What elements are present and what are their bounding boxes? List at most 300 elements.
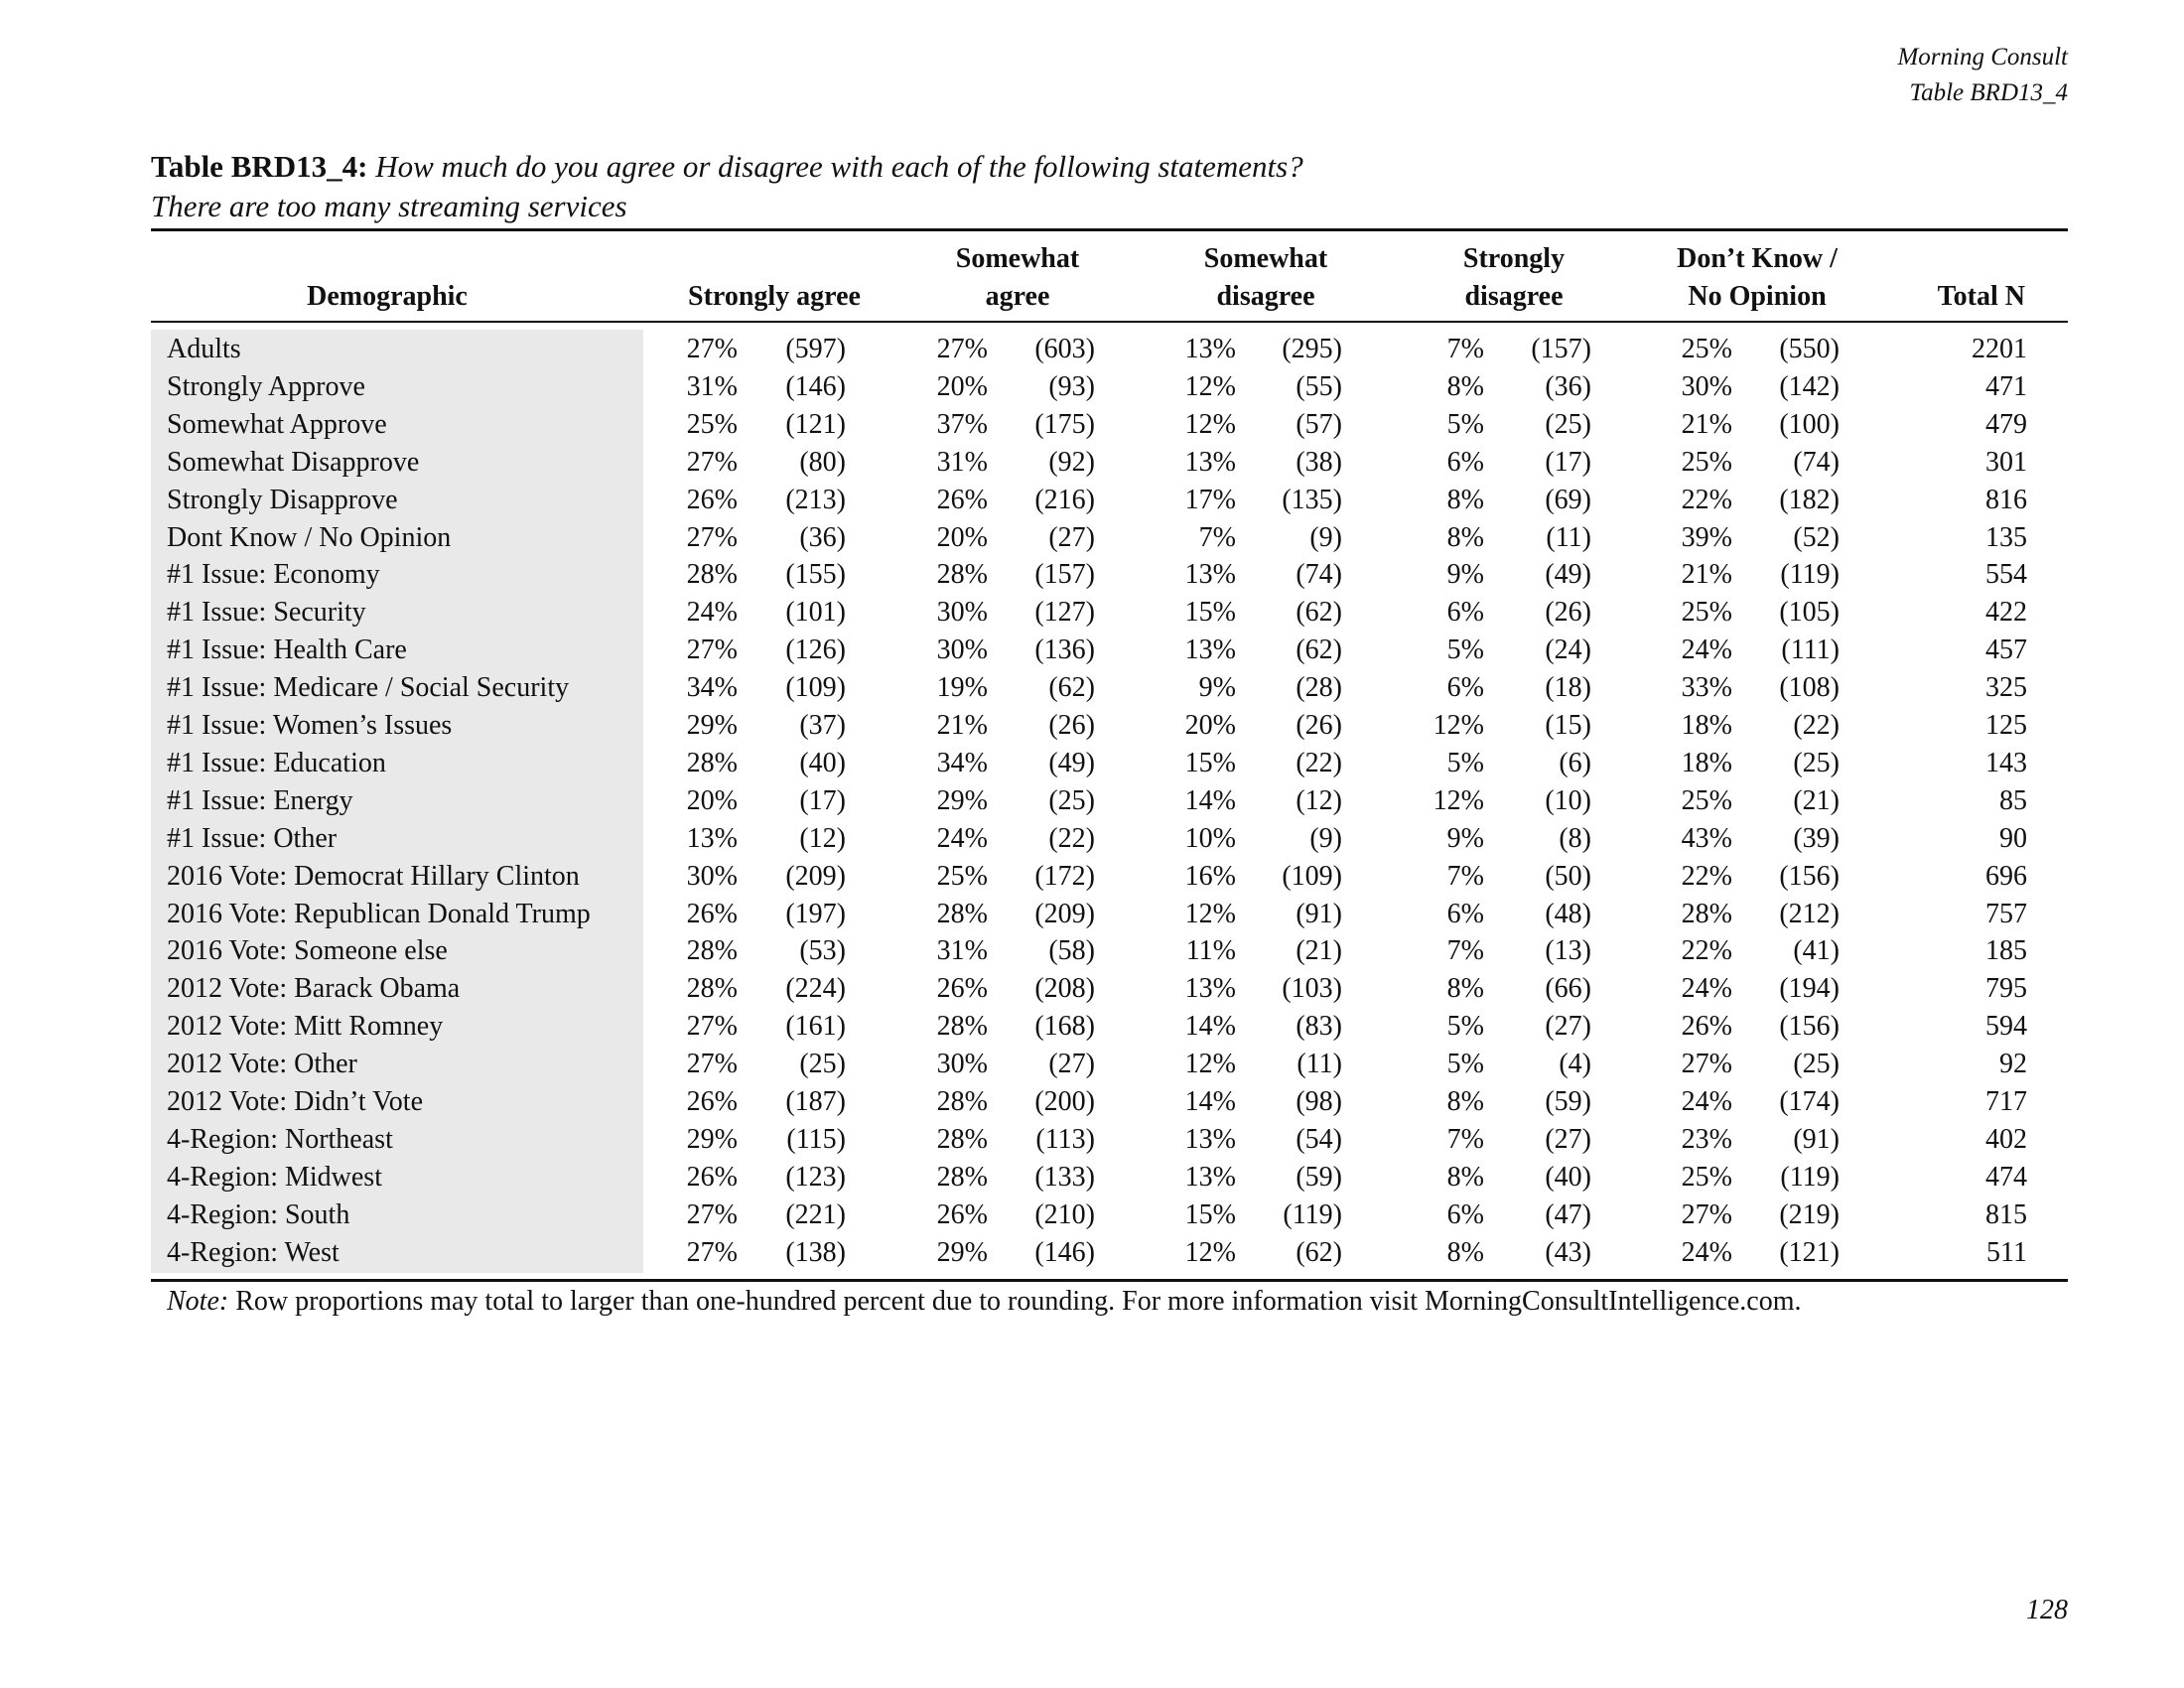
count-cell: (28)	[1296, 672, 1342, 704]
count-cell: (113)	[1035, 1123, 1095, 1155]
count-cell: (142)	[1779, 370, 1840, 402]
percent-cell: 22%	[1681, 484, 1732, 515]
header-strongly-disagree	[1400, 240, 1628, 316]
total-n-cell: 795	[1985, 973, 2027, 1005]
percent-cell: 8%	[1446, 973, 1484, 1005]
total-n-cell: 815	[1985, 1198, 2027, 1230]
row-label: 4-Region: South	[167, 1198, 350, 1230]
percent-cell: 26%	[936, 484, 988, 515]
percent-cell: 28%	[936, 1161, 988, 1193]
count-cell: (168)	[1034, 1011, 1095, 1043]
percent-cell: 26%	[1681, 1011, 1732, 1043]
percent-cell: 29%	[936, 1236, 988, 1268]
count-cell: (11)	[1297, 1049, 1342, 1080]
row-label: #1 Issue: Women’s Issues	[167, 710, 453, 741]
count-cell: (62)	[1296, 597, 1342, 629]
count-cell: (121)	[1779, 1236, 1840, 1268]
count-cell: (194)	[1779, 973, 1840, 1005]
percent-cell: 24%	[1681, 1236, 1732, 1268]
percent-cell: 8%	[1446, 1086, 1484, 1117]
percent-cell: 16%	[1184, 860, 1236, 892]
percent-cell: 8%	[1446, 1161, 1484, 1193]
row-label: 2016 Vote: Democrat Hillary Clinton	[167, 860, 580, 892]
row-label: 2012 Vote: Didn’t Vote	[167, 1086, 424, 1117]
count-cell: (200)	[1034, 1086, 1095, 1117]
count-cell: (109)	[785, 672, 846, 704]
count-cell: (27)	[1048, 521, 1095, 553]
header-rule	[151, 321, 2068, 323]
page-number: 128	[2026, 1595, 2068, 1625]
count-cell: (17)	[799, 784, 846, 816]
percent-cell: 15%	[1184, 747, 1236, 778]
count-cell: (156)	[1779, 860, 1840, 892]
count-cell: (50)	[1545, 860, 1591, 892]
count-cell: (210)	[1034, 1198, 1095, 1230]
total-n-cell: 301	[1985, 446, 2027, 478]
table-title	[151, 147, 1303, 226]
percent-cell: 34%	[936, 747, 988, 778]
table-row	[0, 632, 2184, 669]
total-n-cell: 479	[1985, 408, 2027, 440]
count-cell: (9)	[1309, 521, 1342, 553]
count-cell: (111)	[1781, 634, 1840, 666]
count-cell: (62)	[1296, 634, 1342, 666]
count-cell: (52)	[1793, 521, 1840, 553]
table-row	[0, 519, 2184, 557]
percent-cell: 6%	[1446, 446, 1484, 478]
count-cell: (15)	[1545, 710, 1591, 741]
bottom-rule	[151, 1279, 2068, 1282]
table-row	[0, 1159, 2184, 1196]
percent-cell: 12%	[1433, 784, 1484, 816]
percent-cell: 20%	[936, 370, 988, 402]
percent-cell: 27%	[686, 1236, 738, 1268]
percent-cell: 27%	[686, 521, 738, 553]
count-cell: (25)	[1793, 747, 1840, 778]
count-cell: (25)	[799, 1049, 846, 1080]
percent-cell: 14%	[1184, 1086, 1236, 1117]
row-label: #1 Issue: Health Care	[167, 634, 407, 666]
count-cell: (126)	[785, 634, 846, 666]
total-n-cell: 474	[1985, 1161, 2027, 1193]
table-row	[0, 444, 2184, 482]
percent-cell: 13%	[1184, 973, 1236, 1005]
count-cell: (58)	[1048, 935, 1095, 967]
table-row	[0, 896, 2184, 933]
total-n-cell: 757	[1985, 898, 2027, 929]
count-cell: (133)	[1034, 1161, 1095, 1193]
running-head	[1897, 40, 2068, 111]
org-name: Morning Consult	[1897, 44, 2068, 70]
count-cell: (39)	[1793, 822, 1840, 854]
count-cell: (197)	[785, 898, 846, 929]
percent-cell: 25%	[936, 860, 988, 892]
percent-cell: 24%	[1681, 973, 1732, 1005]
percent-cell: 12%	[1433, 710, 1484, 741]
count-cell: (53)	[799, 935, 846, 967]
header-line: agree	[985, 281, 1050, 312]
percent-cell: 12%	[1184, 1236, 1236, 1268]
percent-cell: 39%	[1681, 521, 1732, 553]
header-total-n: Total N	[1937, 281, 2025, 312]
count-cell: (103)	[1282, 973, 1342, 1005]
row-label: Somewhat Disapprove	[167, 446, 420, 478]
percent-cell: 5%	[1446, 1011, 1484, 1043]
table-row	[0, 594, 2184, 632]
percent-cell: 25%	[1681, 446, 1732, 478]
count-cell: (175)	[1034, 408, 1095, 440]
count-cell: (182)	[1779, 484, 1840, 515]
count-cell: (66)	[1545, 973, 1591, 1005]
percent-cell: 15%	[1184, 1198, 1236, 1230]
table-row	[0, 669, 2184, 707]
percent-cell: 7%	[1446, 935, 1484, 967]
row-label: 2012 Vote: Other	[167, 1049, 357, 1080]
percent-cell: 5%	[1446, 747, 1484, 778]
percent-cell: 27%	[686, 334, 738, 364]
count-cell: (69)	[1545, 484, 1591, 515]
count-cell: (216)	[1034, 484, 1095, 515]
table-label: Table BRD13_4:	[151, 149, 368, 184]
percent-cell: 6%	[1446, 1198, 1484, 1230]
count-cell: (22)	[1296, 747, 1342, 778]
row-label: Strongly Disapprove	[167, 484, 398, 515]
percent-cell: 5%	[1446, 1049, 1484, 1080]
count-cell: (59)	[1296, 1161, 1342, 1193]
total-n-cell: 717	[1985, 1086, 2027, 1117]
percent-cell: 25%	[1681, 597, 1732, 629]
percent-cell: 26%	[686, 1086, 738, 1117]
percent-cell: 31%	[936, 935, 988, 967]
percent-cell: 23%	[1681, 1123, 1732, 1155]
percent-cell: 21%	[1681, 408, 1732, 440]
percent-cell: 28%	[686, 559, 738, 591]
percent-cell: 15%	[1184, 597, 1236, 629]
percent-cell: 25%	[1681, 334, 1732, 364]
count-cell: (213)	[785, 484, 846, 515]
count-cell: (25)	[1048, 784, 1095, 816]
percent-cell: 13%	[1184, 634, 1236, 666]
row-label: Strongly Approve	[167, 370, 365, 402]
percent-cell: 8%	[1446, 370, 1484, 402]
count-cell: (212)	[1779, 898, 1840, 929]
row-label: #1 Issue: Security	[167, 597, 366, 629]
percent-cell: 21%	[936, 710, 988, 741]
count-cell: (27)	[1048, 1049, 1095, 1080]
count-cell: (27)	[1545, 1123, 1591, 1155]
percent-cell: 27%	[686, 446, 738, 478]
percent-cell: 27%	[686, 1049, 738, 1080]
count-cell: (108)	[1779, 672, 1840, 704]
count-cell: (157)	[1034, 559, 1095, 591]
count-cell: (121)	[785, 408, 846, 440]
count-cell: (74)	[1296, 559, 1342, 591]
percent-cell: 28%	[1681, 898, 1732, 929]
table-row	[0, 820, 2184, 858]
count-cell: (26)	[1048, 710, 1095, 741]
count-cell: (12)	[799, 822, 846, 854]
percent-cell: 22%	[1681, 860, 1732, 892]
percent-cell: 9%	[1446, 559, 1484, 591]
count-cell: (17)	[1545, 446, 1591, 478]
count-cell: (91)	[1793, 1123, 1840, 1155]
percent-cell: 12%	[1184, 1049, 1236, 1080]
percent-cell: 28%	[936, 1123, 988, 1155]
total-n-cell: 143	[1985, 747, 2027, 778]
percent-cell: 13%	[686, 822, 738, 854]
percent-cell: 11%	[1185, 935, 1236, 967]
count-cell: (6)	[1559, 747, 1591, 778]
count-cell: (187)	[785, 1086, 846, 1117]
count-cell: (9)	[1309, 822, 1342, 854]
percent-cell: 8%	[1446, 484, 1484, 515]
table-row	[0, 1083, 2184, 1121]
percent-cell: 6%	[1446, 898, 1484, 929]
total-n-cell: 135	[1985, 521, 2027, 553]
percent-cell: 28%	[686, 973, 738, 1005]
count-cell: (209)	[785, 860, 846, 892]
percent-cell: 33%	[1681, 672, 1732, 704]
count-cell: (219)	[1779, 1198, 1840, 1230]
table-row	[0, 406, 2184, 444]
percent-cell: 31%	[686, 370, 738, 402]
percent-cell: 9%	[1198, 672, 1236, 704]
percent-cell: 30%	[936, 597, 988, 629]
row-label: #1 Issue: Energy	[167, 784, 353, 816]
table-row	[0, 745, 2184, 782]
count-cell: (22)	[1048, 822, 1095, 854]
count-cell: (80)	[799, 446, 846, 478]
row-label: 4-Region: Northeast	[167, 1123, 393, 1155]
count-cell: (21)	[1296, 935, 1342, 967]
percent-cell: 27%	[686, 634, 738, 666]
percent-cell: 27%	[1681, 1049, 1732, 1080]
table-id: Table BRD13_4	[1909, 79, 2068, 106]
count-cell: (119)	[1283, 1198, 1342, 1230]
total-n-cell: 2201	[1972, 334, 2027, 364]
row-label: 2016 Vote: Someone else	[167, 935, 448, 967]
count-cell: (136)	[1034, 634, 1095, 666]
table-row	[0, 556, 2184, 594]
percent-cell: 13%	[1184, 334, 1236, 364]
table-subtitle: There are too many streaming services	[151, 189, 627, 223]
percent-cell: 17%	[1184, 484, 1236, 515]
total-n-cell: 90	[1999, 822, 2027, 854]
percent-cell: 10%	[1184, 822, 1236, 854]
total-n-cell: 422	[1985, 597, 2027, 629]
count-cell: (119)	[1780, 1161, 1840, 1193]
row-label: #1 Issue: Other	[167, 822, 338, 854]
percent-cell: 12%	[1184, 408, 1236, 440]
percent-cell: 21%	[1681, 559, 1732, 591]
count-cell: (26)	[1296, 710, 1342, 741]
header-line: No Opinion	[1688, 281, 1827, 312]
count-cell: (209)	[1034, 898, 1095, 929]
table-note	[167, 1283, 1802, 1321]
count-cell: (55)	[1296, 370, 1342, 402]
count-cell: (597)	[785, 334, 846, 364]
percent-cell: 29%	[936, 784, 988, 816]
percent-cell: 27%	[936, 334, 988, 364]
percent-cell: 20%	[1184, 710, 1236, 741]
count-cell: (91)	[1296, 898, 1342, 929]
count-cell: (22)	[1793, 710, 1840, 741]
header-line: Strongly	[1462, 243, 1566, 274]
percent-cell: 30%	[686, 860, 738, 892]
row-label: 4-Region: West	[167, 1236, 340, 1268]
total-n-cell: 325	[1985, 672, 2027, 704]
row-label: 2012 Vote: Mitt Romney	[167, 1011, 444, 1043]
percent-cell: 28%	[936, 1086, 988, 1117]
count-cell: (172)	[1034, 860, 1095, 892]
count-cell: (43)	[1545, 1236, 1591, 1268]
table-row	[0, 1234, 2184, 1272]
count-cell: (105)	[1779, 597, 1840, 629]
total-n-cell: 511	[1986, 1236, 2027, 1268]
count-cell: (24)	[1545, 634, 1591, 666]
header-line: Somewhat	[1203, 243, 1328, 274]
count-cell: (98)	[1296, 1086, 1342, 1117]
count-cell: (138)	[785, 1236, 846, 1268]
count-cell: (127)	[1034, 597, 1095, 629]
total-n-cell: 696	[1985, 860, 2027, 892]
percent-cell: 5%	[1446, 634, 1484, 666]
note-text: Row proportions may total to larger than one-hundred percent due to rounding. For more information visit MorningConsultIntelligence.com.	[235, 1286, 1802, 1317]
percent-cell: 7%	[1198, 521, 1236, 553]
table-row	[0, 970, 2184, 1008]
percent-cell: 24%	[936, 822, 988, 854]
percent-cell: 13%	[1184, 446, 1236, 478]
total-n-cell: 471	[1985, 370, 2027, 402]
percent-cell: 5%	[1446, 408, 1484, 440]
row-label: Somewhat Approve	[167, 408, 387, 440]
percent-cell: 12%	[1184, 898, 1236, 929]
percent-cell: 30%	[936, 634, 988, 666]
percent-cell: 27%	[686, 1011, 738, 1043]
percent-cell: 28%	[686, 747, 738, 778]
header-strongly-agree: Strongly agree	[688, 281, 861, 312]
percent-cell: 7%	[1446, 1123, 1484, 1155]
percent-cell: 31%	[936, 446, 988, 478]
table-row	[0, 707, 2184, 745]
header-line: Don’t Know /	[1677, 243, 1838, 274]
count-cell: (119)	[1780, 559, 1840, 591]
count-cell: (40)	[799, 747, 846, 778]
count-cell: (36)	[799, 521, 846, 553]
table-row	[0, 482, 2184, 519]
header-demographic: Demographic	[307, 281, 468, 312]
header-line: disagree	[1464, 281, 1564, 312]
table-row	[0, 1046, 2184, 1083]
total-n-cell: 457	[1985, 634, 2027, 666]
table-row	[0, 1196, 2184, 1234]
percent-cell: 26%	[936, 1198, 988, 1230]
total-n-cell: 125	[1985, 710, 2027, 741]
count-cell: (115)	[786, 1123, 846, 1155]
percent-cell: 24%	[686, 597, 738, 629]
count-cell: (155)	[785, 559, 846, 591]
percent-cell: 8%	[1446, 521, 1484, 553]
percent-cell: 26%	[936, 973, 988, 1005]
percent-cell: 25%	[1681, 784, 1732, 816]
row-label: #1 Issue: Medicare / Social Security	[167, 672, 570, 704]
percent-cell: 26%	[686, 898, 738, 929]
percent-cell: 29%	[686, 710, 738, 741]
percent-cell: 37%	[936, 408, 988, 440]
percent-cell: 30%	[936, 1049, 988, 1080]
count-cell: (135)	[1282, 484, 1342, 515]
count-cell: (156)	[1779, 1011, 1840, 1043]
header-somewhat-disagree	[1152, 240, 1380, 316]
percent-cell: 22%	[1681, 935, 1732, 967]
table-row	[0, 368, 2184, 406]
percent-cell: 13%	[1184, 1161, 1236, 1193]
count-cell: (603)	[1034, 334, 1095, 364]
percent-cell: 24%	[1681, 1086, 1732, 1117]
table-row	[0, 932, 2184, 970]
count-cell: (21)	[1793, 784, 1840, 816]
percent-cell: 28%	[936, 898, 988, 929]
total-n-cell: 92	[1999, 1049, 2027, 1080]
percent-cell: 18%	[1681, 747, 1732, 778]
percent-cell: 27%	[1681, 1198, 1732, 1230]
count-cell: (74)	[1793, 446, 1840, 478]
percent-cell: 6%	[1446, 597, 1484, 629]
count-cell: (4)	[1559, 1049, 1591, 1080]
count-cell: (48)	[1545, 898, 1591, 929]
count-cell: (41)	[1793, 935, 1840, 967]
table-row	[0, 331, 2184, 368]
count-cell: (174)	[1779, 1086, 1840, 1117]
total-n-cell: 816	[1985, 484, 2027, 515]
row-label: Adults	[167, 334, 241, 364]
total-n-cell: 554	[1985, 559, 2027, 591]
percent-cell: 13%	[1184, 1123, 1236, 1155]
percent-cell: 29%	[686, 1123, 738, 1155]
count-cell: (224)	[785, 973, 846, 1005]
count-cell: (27)	[1545, 1011, 1591, 1043]
table-row	[0, 1008, 2184, 1046]
percent-cell: 28%	[936, 559, 988, 591]
total-n-cell: 402	[1985, 1123, 2027, 1155]
percent-cell: 8%	[1446, 1236, 1484, 1268]
count-cell: (40)	[1545, 1161, 1591, 1193]
count-cell: (123)	[785, 1161, 846, 1193]
total-n-cell: 85	[1999, 784, 2027, 816]
percent-cell: 26%	[686, 484, 738, 515]
count-cell: (12)	[1296, 784, 1342, 816]
count-cell: (8)	[1559, 822, 1591, 854]
header-line: Somewhat	[955, 243, 1080, 274]
percent-cell: 9%	[1446, 822, 1484, 854]
percent-cell: 12%	[1184, 370, 1236, 402]
count-cell: (92)	[1048, 446, 1095, 478]
count-cell: (146)	[1034, 1236, 1095, 1268]
count-cell: (550)	[1779, 334, 1840, 364]
count-cell: (62)	[1296, 1236, 1342, 1268]
top-rule	[151, 228, 2068, 231]
count-cell: (54)	[1296, 1123, 1342, 1155]
count-cell: (47)	[1545, 1198, 1591, 1230]
count-cell: (37)	[799, 710, 846, 741]
count-cell: (36)	[1545, 370, 1591, 402]
percent-cell: 14%	[1184, 784, 1236, 816]
percent-cell: 28%	[686, 935, 738, 967]
row-label: 2016 Vote: Republican Donald Trump	[167, 898, 591, 929]
row-label: 2012 Vote: Barack Obama	[167, 973, 461, 1005]
count-cell: (11)	[1546, 521, 1591, 553]
count-cell: (13)	[1545, 935, 1591, 967]
